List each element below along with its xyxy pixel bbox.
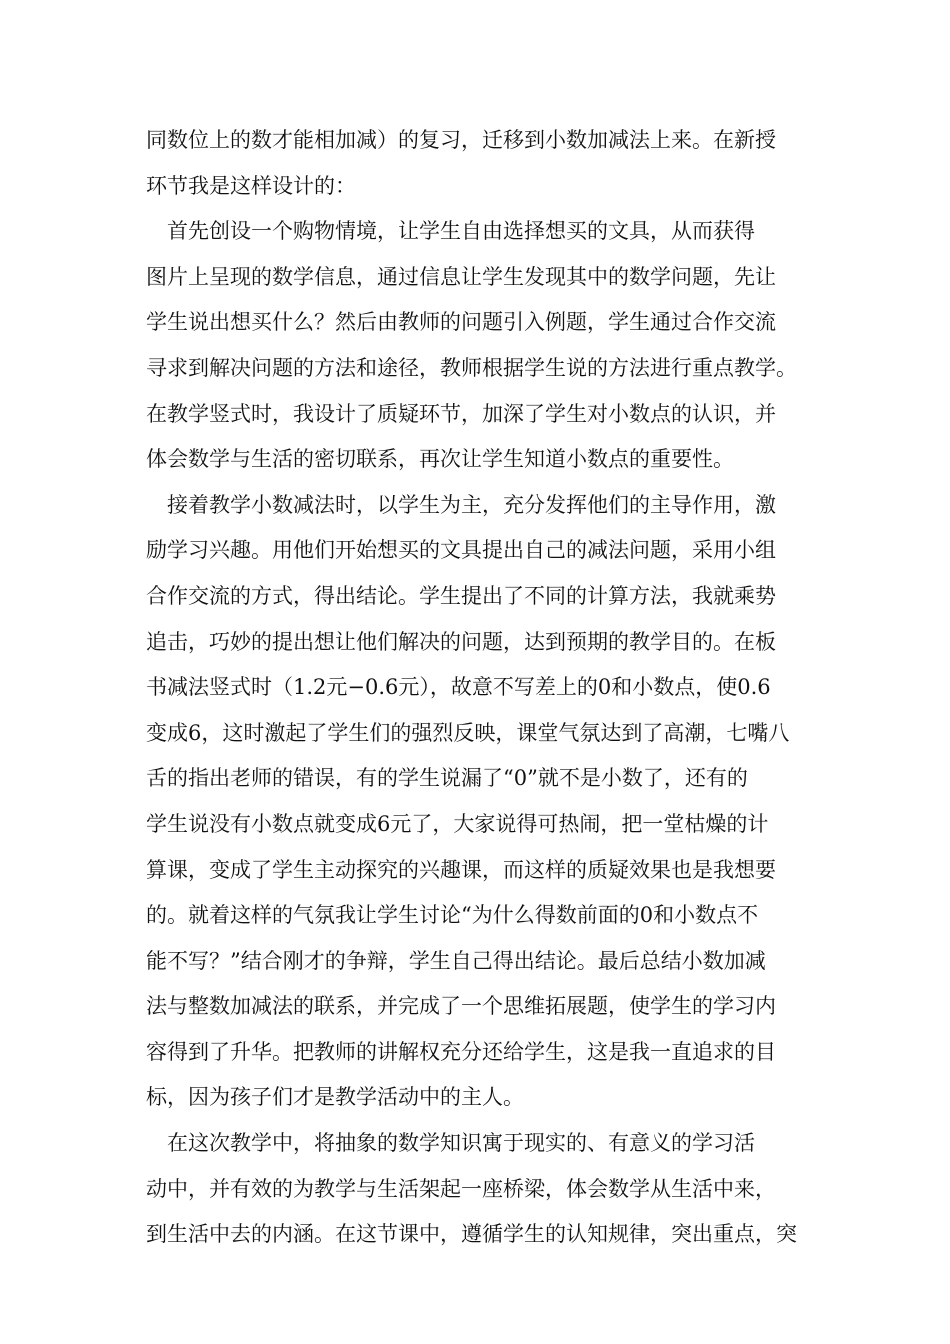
text-line: 在这次教学中，将抽象的数学知识寓于现实的、有意义的学习活: [146, 1131, 755, 1156]
text-line: 算课，变成了学生主动探究的兴趣课，而这样的质疑效果也是我想要: [146, 857, 776, 882]
text-line: 环节我是这样设计的：: [146, 173, 356, 198]
text-line: 舌的指出老师的错误，有的学生说漏了“0”就不是小数了，还有的: [146, 766, 748, 791]
text-line: 的。就着这样的气氛我让学生讨论“为什么得数前面的0和小数点不: [146, 903, 759, 928]
text-line: 标，因为孩子们才是教学活动中的主人。: [146, 1085, 524, 1110]
text-line: 励学习兴趣。用他们开始想买的文具提出自己的减法问题，采用小组: [146, 538, 776, 563]
text-line: 在教学竖式时，我设计了质疑环节，加深了学生对小数点的认识，并: [146, 401, 776, 426]
text-line: 同数位上的数才能相加减）的复习，迁移到小数加减法上来。在新授: [146, 128, 776, 152]
text-line: 学生说出想买什么？然后由教师的问题引入例题，学生通过合作交流: [146, 310, 776, 335]
text-line: 接着教学小数减法时，以学生为主，充分发挥他们的主导作用，激: [146, 492, 776, 517]
text-line: 能不写？”结合刚才的争辩，学生自己得出结论。最后总结小数加减: [146, 948, 766, 973]
text-line: 法与整数加减法的联系，并完成了一个思维拓展题，使学生的学习内: [146, 994, 776, 1019]
text-line: 追击，巧妙的提出想让他们解决的问题，达到预期的教学目的。在板: [146, 629, 776, 654]
text-line: 寻求到解决问题的方法和途径，教师根据学生说的方法进行重点教学。: [146, 355, 797, 380]
text-line: 首先创设一个购物情境，让学生自由选择想买的文具，从而获得: [146, 219, 755, 244]
text-line: 书减法竖式时（1.2元−0.6元），故意不写差上的0和小数点，使0.6: [146, 675, 771, 700]
text-line: 学生说没有小数点就变成6元了，大家说得可热闹，把一堂枯燥的计: [146, 811, 769, 836]
body-text: [146, 118, 826, 1258]
text-line: 合作交流的方式，得出结论。学生提出了不同的计算方法，我就乘势: [146, 583, 776, 608]
text-line: 体会数学与生活的密切联系，再次让学生知道小数点的重要性。: [146, 447, 734, 472]
text-line: 图片上呈现的数学信息，通过信息让学生发现其中的数学问题，先让: [146, 264, 776, 289]
text-line: 到生活中去的内涵。在这节课中，遵循学生的认知规律，突出重点，突: [146, 1222, 797, 1247]
text-line: 动中，并有效的为教学与生活架起一座桥梁，体会数学从生活中来，: [146, 1176, 776, 1201]
text-line: 容得到了升华。把教师的讲解权充分还给学生，这是我一直追求的目: [146, 1039, 776, 1064]
text-line: 变成6，这时激起了学生们的强烈反映，课堂气氛达到了高潮，七嘴八: [146, 720, 790, 745]
